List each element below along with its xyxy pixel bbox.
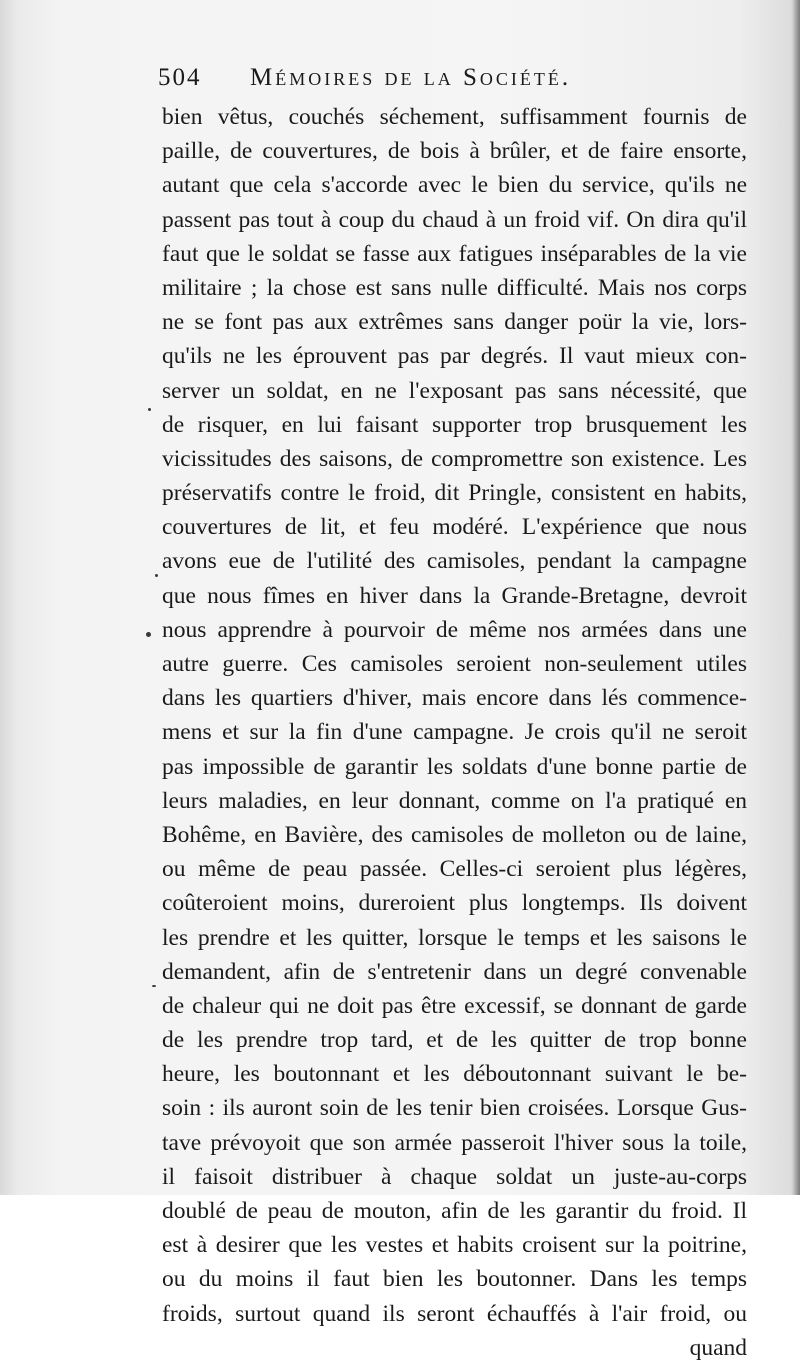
- page-number: 504: [158, 64, 202, 91]
- body-text: [162, 100, 747, 1365]
- text-line: pas impossible de garantir les soldats d'une bonne partie de: [162, 753, 747, 780]
- text-line: militaire ; la chose est sans nulle difficulté. Mais nos corps: [162, 274, 747, 301]
- text-line: couvertures de lit, et feu modéré. L'expérience que nous: [162, 514, 747, 541]
- text-line: autant que cela s'accorde avec le bien du service, qu'ils ne: [162, 172, 747, 199]
- text-line: froids, surtout quand ils seront échauffés à l'air froid, ou: [162, 1300, 747, 1327]
- text-line: doublé de peau de mouton, afin de les garantir du froid. Il: [162, 1198, 747, 1224]
- page-header: [158, 64, 678, 100]
- text-line: que nous fîmes en hiver dans la Grande-Bretagne, devroit: [162, 582, 747, 609]
- text-line: paille, de couvertures, de bois à brûler, et de faire ensorte,: [162, 138, 747, 165]
- text-line: ou du moins il faut bien les boutonner. Dans les temps: [162, 1266, 747, 1293]
- text-line: bien vêtus, couchés séchement, suffisamment fournis de: [162, 104, 747, 130]
- text-line: avons eue de l'utilité des camisoles, pendant la campagne: [162, 548, 747, 575]
- text-line: il faisoit distribuer à chaque soldat un juste-au-corps: [162, 1163, 747, 1190]
- page-edge-shadow: [792, 0, 800, 1195]
- text-line: dans les quartiers d'hiver, mais encore dans lés commence-: [162, 685, 747, 712]
- text-line: préservatifs contre le froid, dit Pringle, consistent en habits,: [162, 480, 747, 507]
- text-line: tave prévoyoit que son armée passeroit l'hiver sous la toile,: [162, 1129, 747, 1156]
- text-line: leurs maladies, en leur donnant, comme on l'a pratiqué en: [162, 787, 747, 814]
- ink-speck: [146, 632, 151, 637]
- text-line: de chaleur qui ne doit pas être excessif, se donnant de garde: [162, 992, 747, 1019]
- text-line: heure, les boutonnant et les déboutonnant suivant le be-: [162, 1061, 747, 1088]
- ink-speck: [152, 985, 156, 987]
- text-line: passent pas tout à coup du chaud à un froid vif. On dira qu'il: [162, 206, 747, 233]
- text-line: faut que le soldat se fasse aux fatigues inséparables de la vie: [162, 240, 747, 267]
- text-line: demandent, afin de s'entretenir dans un degré convenable: [162, 958, 747, 985]
- text-line: vicissitudes des saisons, de compromettre son existence. Les: [162, 445, 747, 472]
- running-title: Mémoires de la Société.: [250, 64, 572, 91]
- text-line: mens et sur la fin d'une campagne. Je crois qu'il ne seroit: [162, 719, 747, 746]
- text-line: server un soldat, en ne l'exposant pas sans nécessité, que: [162, 377, 747, 404]
- text-line: est à desirer que les vestes et habits croisent sur la poitrine,: [162, 1232, 747, 1259]
- text-line: nous apprendre à pourvoir de même nos armées dans une: [162, 616, 747, 643]
- text-line: ou même de peau passée. Celles-ci seroient plus légères,: [162, 856, 747, 883]
- catchword: quand: [689, 1334, 747, 1361]
- ink-speck: [148, 408, 151, 411]
- text-line: qu'ils ne les éprouvent pas par degrés. Il vaut mieux con-: [162, 343, 747, 370]
- text-line: les prendre et les quitter, lorsque le temps et les saisons le: [162, 924, 747, 951]
- text-line: de risquer, en lui faisant supporter trop brusquement les: [162, 411, 747, 438]
- text-line: soin : ils auront soin de les tenir bien croisées. Lorsque Gus-: [162, 1095, 747, 1122]
- text-line: Bohême, en Bavière, des camisoles de molleton ou de laine,: [162, 821, 747, 848]
- text-line: coûteroient moins, dureroient plus longtemps. Ils doivent: [162, 890, 747, 917]
- text-line: autre guerre. Ces camisoles seroient non-seulement utiles: [162, 651, 747, 677]
- ink-speck: [155, 574, 158, 577]
- text-line: ne se font pas aux extrêmes sans danger poür la vie, lors-: [162, 309, 747, 336]
- text-line: de les prendre trop tard, et de les quitter de trop bonne: [162, 1027, 747, 1054]
